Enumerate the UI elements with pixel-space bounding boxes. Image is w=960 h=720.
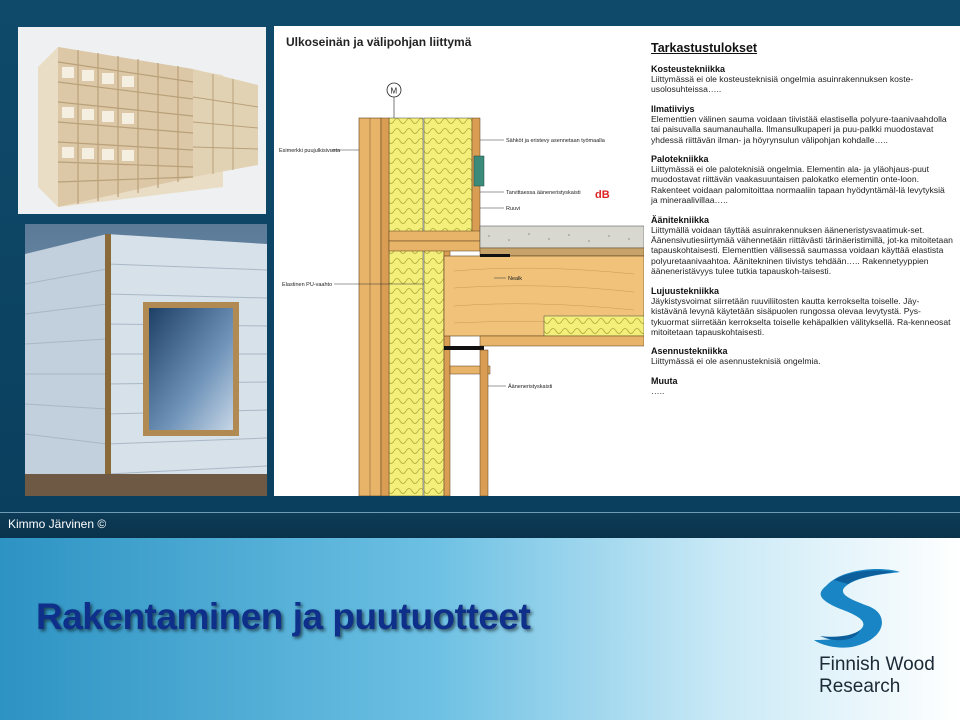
db-label: dB xyxy=(595,189,610,201)
model-photo-frame xyxy=(18,27,266,214)
section-text: Liittymässä ei ole paloteknisiä ongelmia. Elementin ala- ja yläohjaus-puut muodostavat riittävän vaakasuuntaisen palokatko elementin onte-loon. Rakenteet voidaan palomitoittaa normaaliin tapaan hyödyntämäl-lä levytyksiä ja mineraalivillaa….. xyxy=(651,164,945,206)
label-fasteners: Sähköt ja eristevy asennetaan työmaalla xyxy=(506,138,605,144)
results-heading: Tarkastustulokset xyxy=(651,41,758,55)
section-fire xyxy=(651,154,953,206)
section-title: Ilmatiiviys xyxy=(651,103,695,114)
section-text: ….. xyxy=(651,385,665,396)
logo-text xyxy=(819,654,935,698)
section-title: Lujuustekniikka xyxy=(651,285,720,296)
section-strength xyxy=(651,286,953,338)
section-text: Liittymällä voidaan täyttää asuinrakennuksen ääneneristysvaatimuk-set. Äänensivutiesiirtymää vähennetään riittävästi tärinäeristimillä, jot-ka mitoitetaan tapauskohtaisesti. Elementtien välisessä saumassa voidaan käyttää elastista polyuretaanivaahtoa. Äänitekninen tiivistys tehdään….. Rakennetyyppien ääneneristävyys tulee tutkia tapauskoh-taisesti. xyxy=(651,224,953,277)
label-example: Esimerkki puujulkisivusta xyxy=(279,148,341,154)
label-elastic: Elastinen PU-vaahto xyxy=(282,282,333,288)
inspection-results xyxy=(651,41,953,405)
finnish-wood-research-logo-icon xyxy=(812,566,904,648)
section-title: Äänitekniikka xyxy=(651,214,710,225)
drawing-title: Ulkoseinän ja välipohjan liittymä xyxy=(286,35,472,49)
wooden-element-photo xyxy=(25,224,267,496)
section-other xyxy=(651,376,953,396)
logo-line-1: Finnish Wood xyxy=(819,654,935,675)
marker-label: M xyxy=(390,86,398,96)
section-acoustics xyxy=(651,215,953,277)
label-sound: Ääneneristyskaisti xyxy=(508,384,553,390)
photo-credit: Kimmo Järvinen © xyxy=(8,517,107,531)
section-title: Kosteustekniikka xyxy=(651,64,726,74)
logo-line-2: Research xyxy=(819,676,901,697)
credit-bar xyxy=(0,512,960,539)
section-text: Jäykistysvoimat siirretään ruuviliitosten kautta kerrokselta toiselle. Jäy-kistävänä levynä käytetään sisäpuolen rungossa olevaa levytystä. Pys-tykuormat siirretään kerrokselta toiselle kehäpalkien välityksellä. Ra-kenneosat mitoitetaan tapauskohtaisesti. xyxy=(651,295,951,337)
section-text: Elementtien välinen sauma voidaan tiivistää elastisella polyure-taanivaahdolla tai paisuvalla saumanauhalla. Ilmansulkupaperi ja puu-palkki muodostavat yhdessä riittävän ilman- ja höyrynsulun välipohjan kohdalle….. xyxy=(651,113,947,145)
section-title: Palotekniikka xyxy=(651,154,709,165)
slide-title: Rakentaminen ja puutuotteet xyxy=(36,596,531,637)
section-airtightness xyxy=(651,104,953,145)
document-panel xyxy=(274,26,960,496)
label-screw: Ruuvi xyxy=(506,206,521,212)
section-text: Liittymässä ei ole kosteusteknisiä ongelmia asuinrakennuksen koste-usolosuhteissa….. xyxy=(651,74,914,95)
section-installation xyxy=(651,346,953,366)
label-strip: Tarvittaessa ääneneristyskaisti xyxy=(506,190,581,196)
section-text: Liittymässä ei ole asennusteknisiä ongelmia. xyxy=(651,356,821,367)
label-joist: Nealk xyxy=(508,276,523,282)
building-model-photo xyxy=(18,27,266,214)
section-moisture xyxy=(651,64,953,95)
section-title: Asennustekniikka xyxy=(651,346,728,357)
section-title: Muuta xyxy=(651,375,678,386)
wall-floor-junction-drawing xyxy=(274,26,644,496)
element-photo-frame xyxy=(25,224,267,496)
